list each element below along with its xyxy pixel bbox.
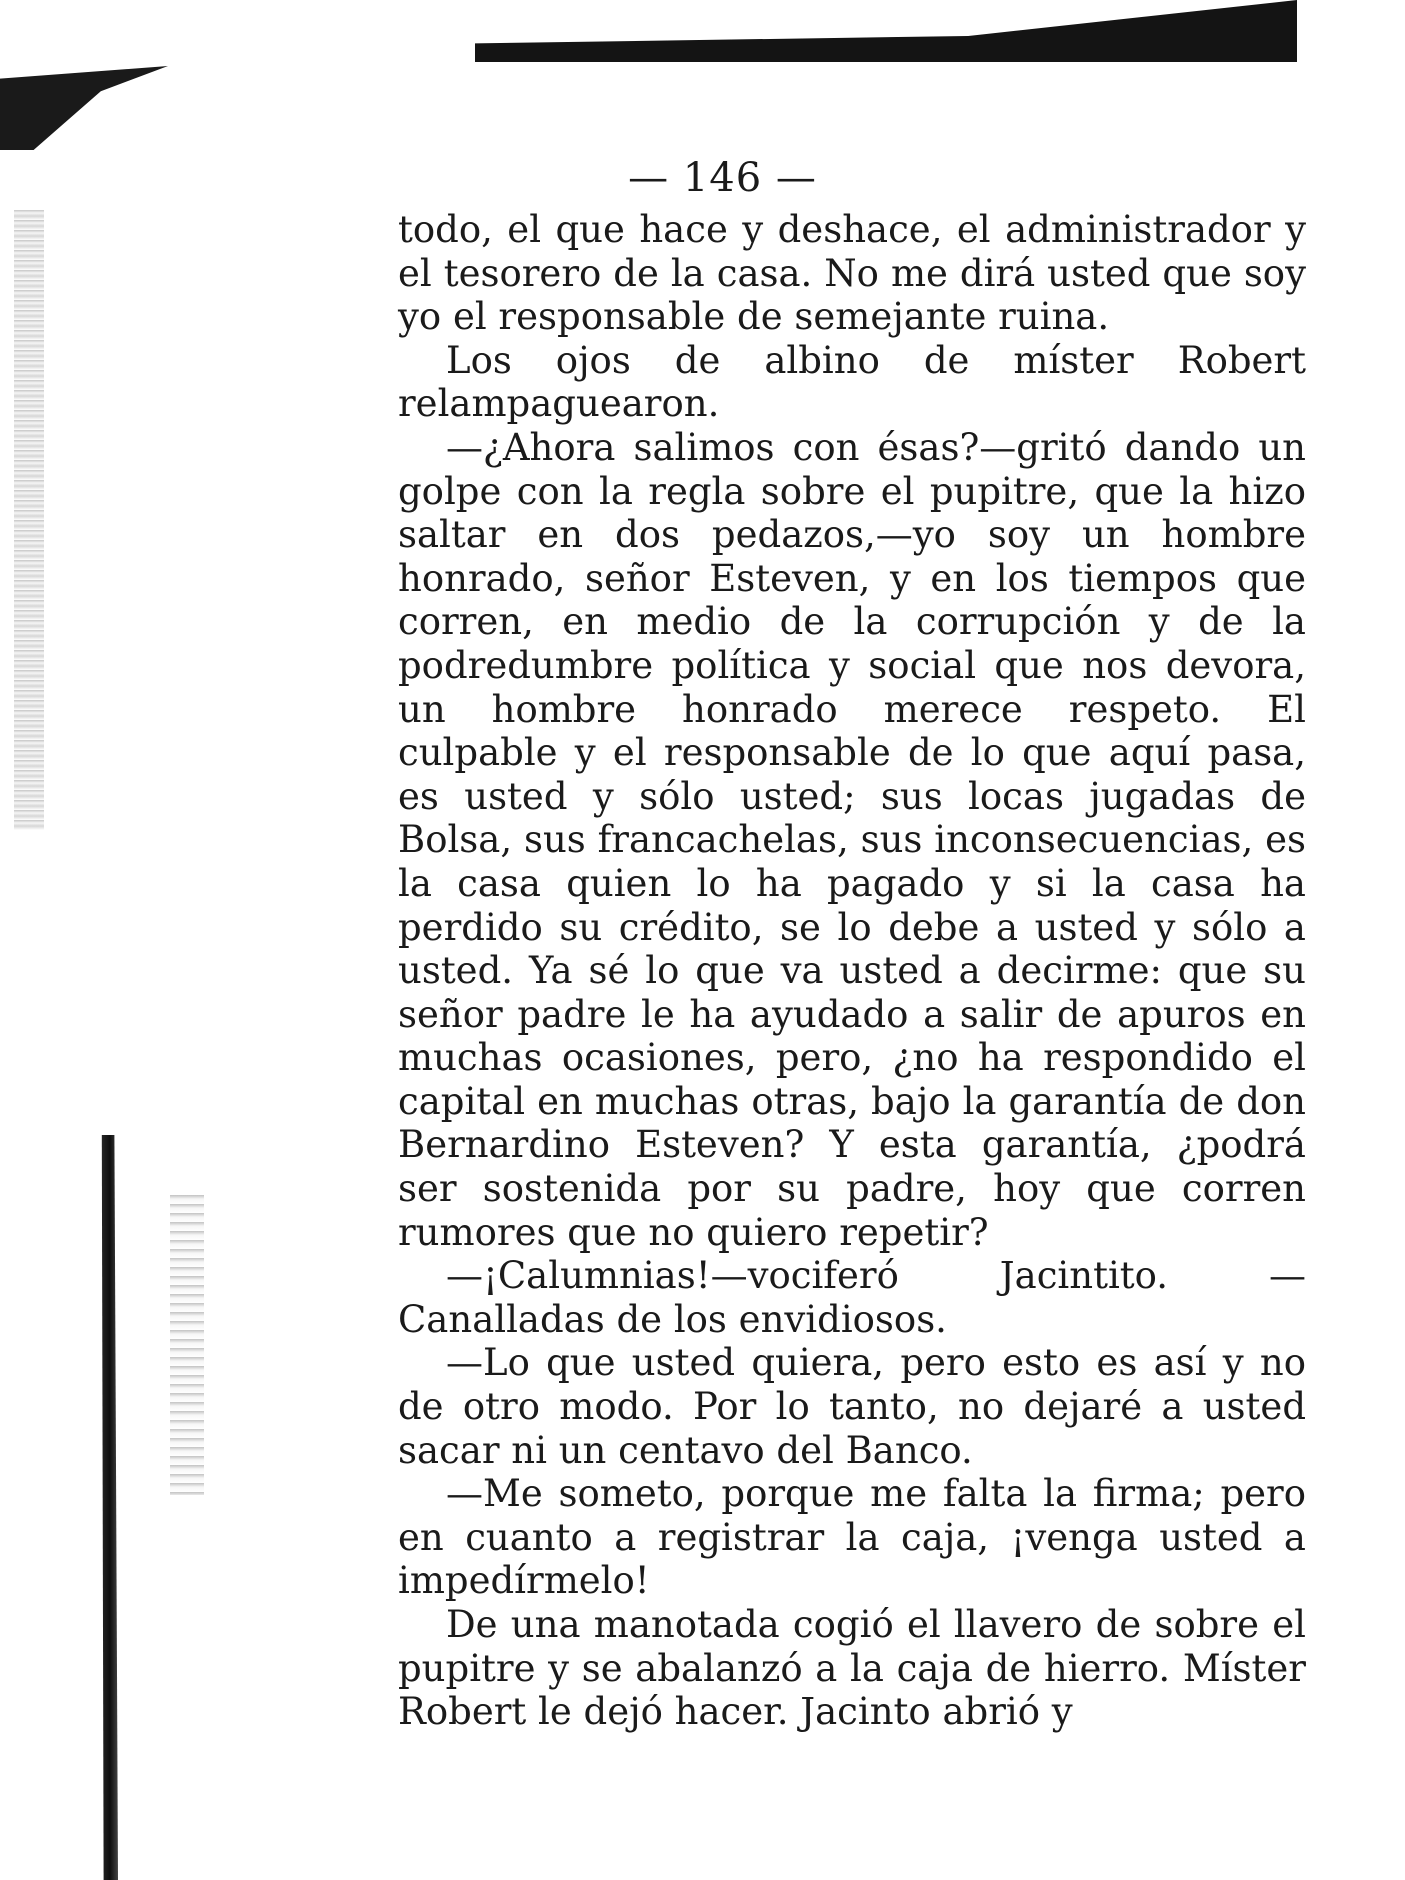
body-text xyxy=(398,208,1306,1734)
binding-speckle xyxy=(14,210,44,830)
binding-speckle-lower xyxy=(170,1195,204,1495)
scan-edge-bar xyxy=(475,0,1297,62)
paragraph: —Lo que usted quiera, pero esto es así y no de otro modo. Por lo tanto, no dejaré a usted sacar ni un centavo del Banco. xyxy=(398,1341,1306,1472)
page-number: — 146 — xyxy=(628,155,817,201)
paragraph: De una manotada cogió el llavero de sobre el pupitre y se abalanzó a la caja de hierro. Míster Robert le dejó hacer. Jacinto abrió y xyxy=(398,1603,1306,1734)
scan-corner-artifact xyxy=(0,66,168,150)
paragraph: —Me someto, porque me falta la firma; pero en cuanto a registrar la caja, ¡venga usted a impedírmelo! xyxy=(398,1472,1306,1603)
paragraph: Los ojos de albino de míster Robert relampaguearon. xyxy=(398,338,1306,426)
paragraph: —¡Calumnias!—vociferó Jacintito. — Canalladas de los envidiosos. xyxy=(398,1254,1306,1341)
binding-edge xyxy=(100,1135,118,1880)
paragraph: —¿Ahora salimos con ésas?—gritó dando un golpe con la regla sobre el pupitre, que la hizo saltar en dos pedazos,—yo soy un hombre honrado, señor Esteven, y en los tiempos que corren, en medio de la corrupción y de la podredumbre política y social que nos devora, un hombre honrado merece respeto. El culpable y el responsable de lo que aquí pasa, es usted y sólo usted; sus locas jugadas de Bolsa, sus francachelas, sus inconsecuencias, es la casa quien lo ha pagado y si la casa ha perdido su crédito, se lo debe a usted y sólo a usted. Ya sé lo que va usted a decirme: que su señor padre le ha ayudado a salir de apuros en muchas ocasiones, pero, ¿no ha respondido el capital en muchas otras, bajo la garantía de don Bernardino Esteven? Y esta garantía, ¿podrá ser sostenida por su padre, hoy que corren rumores que no quiero repetir? xyxy=(398,425,1306,1254)
paragraph: todo, el que hace y deshace, el administrador y el tesorero de la casa. No me dirá usted que soy yo el responsable de semejante ruina. xyxy=(398,208,1306,339)
